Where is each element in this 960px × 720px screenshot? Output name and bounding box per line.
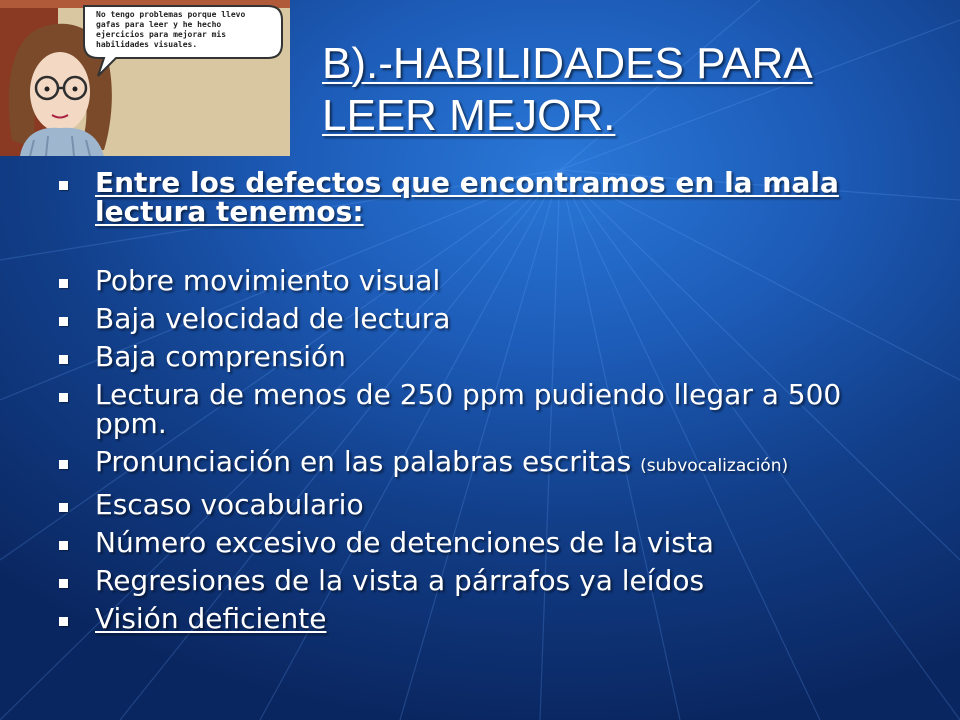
bullet-square-icon [59,579,68,588]
list-item-text: Lectura de menos de 250 ppm pudiendo llegar a 500 ppm. [95,378,842,440]
speech-bubble-text: No tengo problemas porque llevo gafas para leer y he hecho ejercicios para mejorar mis habilidades visuales. [96,10,246,49]
list-item [58,342,918,371]
list-intro [58,168,918,226]
list-item [58,490,918,519]
list-item-text: Baja comprensión [95,340,346,373]
list-item-text: Pronunciación en las palabras escritas [95,445,632,478]
list-item-text: Visión deficiente [95,602,327,635]
bullet-square-icon [59,617,68,626]
list-item-note: (subvocalización) [640,456,789,476]
list-item [58,304,918,333]
defects-list [58,168,918,642]
list-item-text: Baja velocidad de lectura [95,302,451,335]
list-item [58,266,918,295]
list-item [58,528,918,557]
bullet-square-icon [59,460,68,469]
slide-title: B).-HABILIDADES PARA LEER MEJOR. [322,39,813,140]
list-item [58,447,918,481]
bullet-square-icon [59,355,68,364]
list-item [58,566,918,595]
list-item-text: Pobre movimiento visual [95,264,441,297]
bullet-square-icon [59,279,68,288]
bullet-square-icon [59,503,68,512]
list-item [58,604,918,633]
list-item [58,380,918,438]
bullet-square-icon [59,541,68,550]
list-item-text: Regresiones de la vista a párrafos ya leídos [95,564,705,597]
list-intro-text: Entre los defectos que encontramos en la mala lectura tenemos: [95,166,839,228]
bullet-square-icon [59,393,68,402]
list-item-text: Escaso vocabulario [95,488,364,521]
list-item-text: Número excesivo de detenciones de la vista [95,526,714,559]
bullet-square-icon [59,181,68,190]
bullet-square-icon [59,317,68,326]
cartoon-illustration [0,0,290,156]
